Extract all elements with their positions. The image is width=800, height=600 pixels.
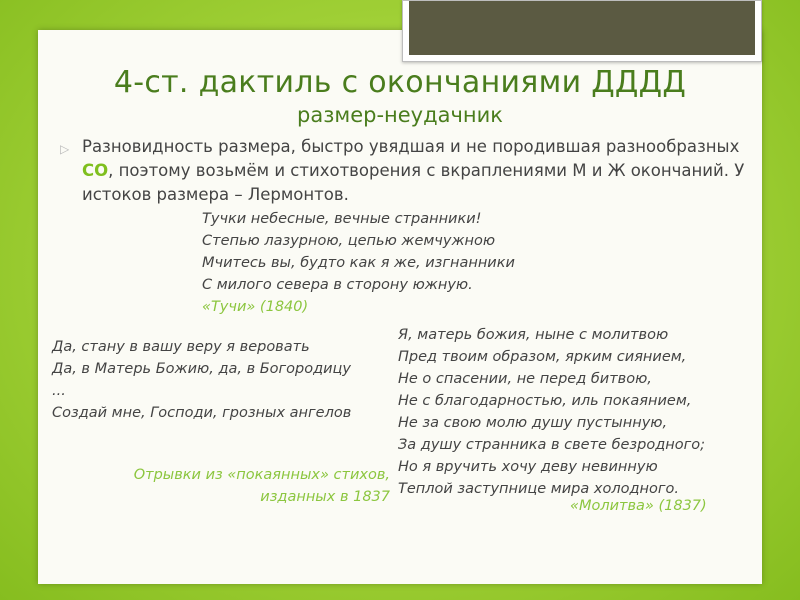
header-tab-fill — [409, 1, 755, 55]
poem-line: Я, матерь божия, ныне с молитвою — [398, 327, 669, 343]
slide-subtitle: размер-неудачник — [297, 103, 503, 127]
poem-line: Но я вручить хочу деву невинную — [398, 459, 658, 475]
poem-tuchi — [202, 208, 515, 318]
poem-line: Не за свою молю душу пустынную, — [398, 415, 668, 431]
poem-source: Отрывки из «покаянных» стихов, изданных в 1837 — [133, 467, 390, 505]
header-tab-decoration — [402, 0, 762, 62]
poem-line: За душу странника в свете безродного; — [398, 437, 705, 453]
poem-line: Пред твоим образом, ярким сиянием, — [398, 349, 687, 365]
poem-molitva — [398, 324, 705, 500]
slide-title: 4-ст. дактиль с окончаниями ДДДД — [113, 65, 687, 100]
poem-line: С милого севера в сторону южную. — [202, 277, 473, 293]
poem-line: ... — [52, 383, 66, 399]
poem-line: Создай мне, Господи, грозных ангелов — [52, 405, 352, 421]
poem-line: Да, в Матерь Божию, да, в Богородицу — [52, 361, 352, 377]
poem-line: Теплой заступнице мира холодного. — [398, 481, 679, 497]
poem-line: Тучки небесные, вечные странники! — [202, 211, 482, 227]
poem-source: «Молитва» (1837) — [570, 498, 707, 514]
bullet-paragraph — [60, 135, 772, 207]
poem-line: Степью лазурною, цепью жемчужною — [202, 233, 496, 249]
poem-line: Мчитесь вы, будто как я же, изгнанники — [202, 255, 515, 271]
poem-line: Не о спасении, не перед битвою, — [398, 371, 652, 387]
poem-source: «Тучи» (1840) — [202, 299, 309, 315]
bullet-arrow-icon: ▷ — [60, 142, 70, 156]
bullet-text-part1: Разновидность размера, быстро увядшая и не породившая разнообразных — [82, 137, 740, 156]
poem-line: Не с благодарностью, иль покаянием, — [398, 393, 692, 409]
poem-line: Да, стану в вашу веру я веровать — [52, 339, 310, 355]
bullet-highlight: СО — [82, 161, 109, 180]
poem-pokayannye — [52, 336, 382, 424]
bullet-text-part2: , поэтому возьмём и стихотворения с вкраплениями М и Ж окончаний. У истоков размера – Лермонтов. — [82, 161, 745, 204]
